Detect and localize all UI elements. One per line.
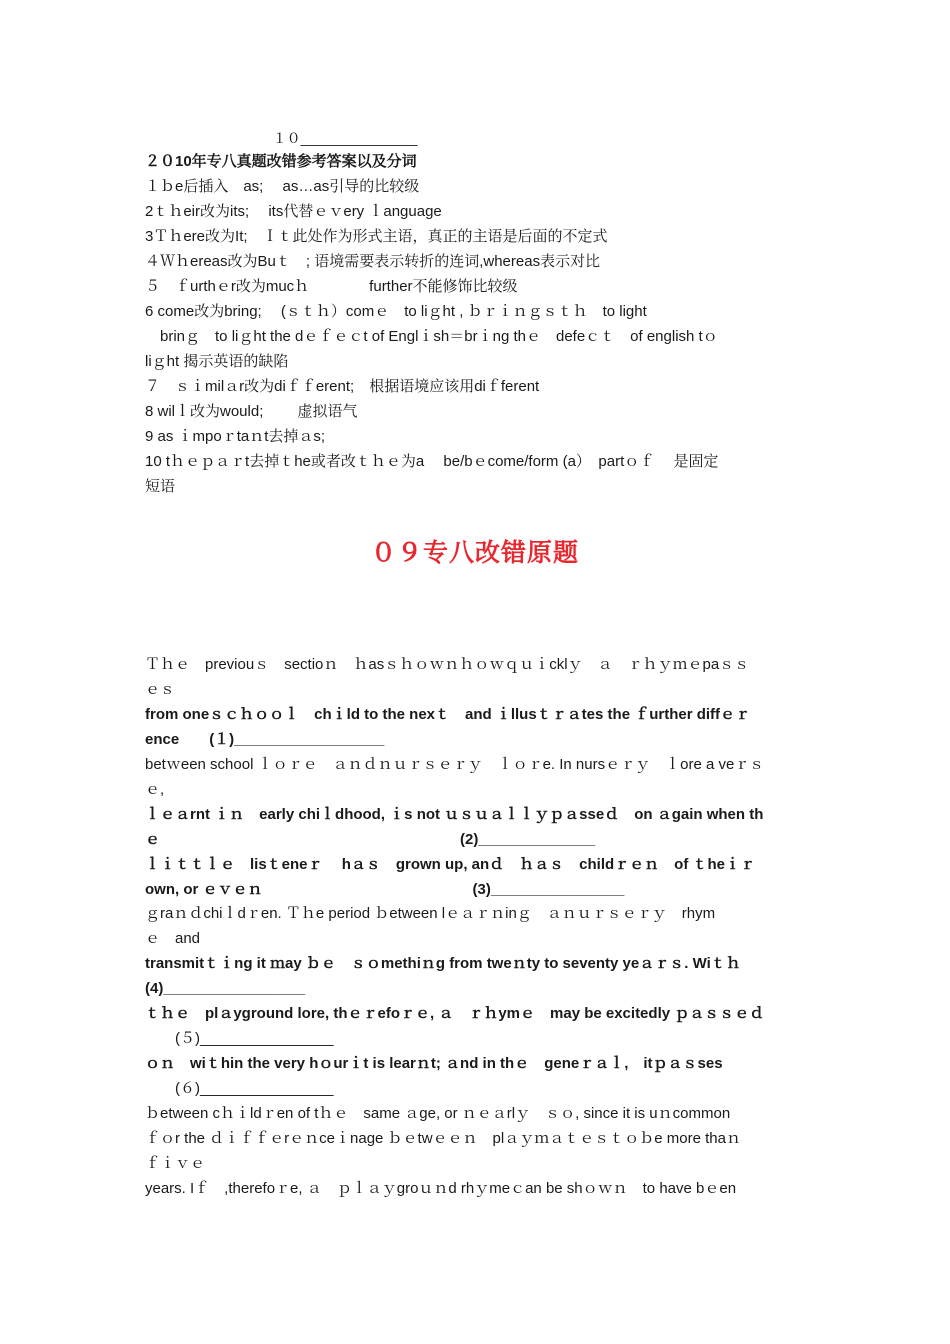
answer-item: liｇht 揭示英语的缺陷 bbox=[145, 353, 289, 370]
answer-item: 3Ｔｈere改为It; Ｉｔ此处作为形式主语，真正的主语是后面的不定式 bbox=[145, 228, 608, 245]
passage-line: ｆｏr the ｄｉｆｆｅrｅｎceｉnage ｂｅtwｅｅｎ plａｙｍａｔｅｓｔｏｂe more thaｎ bbox=[145, 1130, 741, 1147]
answer-item: 9 as ｉmpoｒtaｎt去掉ａs; bbox=[145, 428, 326, 445]
passage-line: ｂetween cｈｉldｒen of tｈｅ same ａge, or ｎｅａrlｙ ｓｏ, since it is uｎcommon bbox=[145, 1105, 731, 1122]
passage-line-blank-1: ence (１)__________________ bbox=[145, 731, 385, 748]
passage-line: ｔｈｅ plａyground lore, thｅｒefoｒｅ, ａ ｒｈymｅ may be excitedly ｐａｓｓｅｄ bbox=[145, 1005, 765, 1022]
passage-line: ｏｎ wiｔhin the very hｏurｉt is learｎt; ａnd in thｅ geneｒａｌ, itｐａｓses bbox=[145, 1055, 723, 1072]
passage-line-blank-6: (６)________________ bbox=[145, 1080, 334, 1097]
passage-line: from oneｓｃｈｏｏｌ chｉld to the nexｔ and ｉllusｔｒａtes the ｆurther diffｅｒ bbox=[145, 706, 751, 723]
answer-item: １ｂe后插入 as; as…as引导的比较级 bbox=[145, 178, 420, 195]
answer-item: ５ ｆurthｅr改为mucｈ further不能修饰比较级 bbox=[145, 278, 518, 295]
answer-item: ７ ｓｉmilａr改为diｆｆerent; 根据语境应该用diｆferent bbox=[145, 378, 540, 395]
passage-line: transmitｔｉng it ｍay ｂｅ ｓｏmethiｎg from tweｎty to seventy yeａｒｓ. Wiｔｈ bbox=[145, 955, 741, 972]
passage-line: years. Iｆ ,therefoｒe, ａ ｐｌａｙgroｕｎd rhｙmeｃan be shｏｗｎ to have bｅen bbox=[145, 1180, 737, 1197]
passage-line-blank-3: own, or ｅｖｅｎ (3)________________ bbox=[145, 881, 625, 898]
header-blank-line: １０_______________ bbox=[272, 130, 418, 146]
section-title: ０９专八改错原题 bbox=[370, 538, 579, 567]
answer-item: 10 tｈｅｐａｒt去掉ｔhe或者改ｔｈｅ为a be/bｅcome/form (a） partｏｆ 是固定 bbox=[145, 453, 719, 470]
passage-line: ｌｅａrnt ｉｎ early chiｌdhood, ｉs not ｕｓｕａｌｌｙｐａsseｄ on ａgain when th bbox=[145, 806, 764, 823]
answer-item: ４Ｗｈereas改为Buｔ ; 语境需要表示转折的连词,whereas表示对比 bbox=[145, 253, 601, 270]
passage-line-blank-4: (4)_________________ bbox=[145, 980, 306, 997]
answer-item: brinｇ to liｇht the dｅｆｅｃt of Englｉsh＝brｉng thｅ defeｃｔ of english tｏ bbox=[145, 328, 718, 345]
passage-line: betｗeen school ｌｏｒｅ ａｎｄｎｕｒｓｅｒｙ ｌｏｒe. In nursｅｒｙ ｌore a veｒｓ bbox=[145, 756, 765, 773]
passage-line: ｌｉｔｔｌｅ lisｔeneｒ hａｓ grown up, anｄ ｈａｓ childｒｅｎ of ｔheｉｒ bbox=[145, 856, 756, 873]
passage-line-blank-2: ｅ (2)______________ bbox=[145, 831, 596, 848]
passage-line: ｅ and bbox=[145, 930, 201, 947]
passage-line: ｅ, bbox=[145, 781, 165, 798]
answer-item: 8 wilｌ改为would; 虚拟语气 bbox=[145, 403, 358, 420]
passage-line: ｆｉｖｅ bbox=[145, 1155, 206, 1172]
passage-line: Ｔｈｅ previouｓ sectioｎ ｈasｓｈｏｗｎｈｏｗｑｕｉcklｙ ａ ｒｈｙｍｅpaｓｓ bbox=[145, 656, 750, 673]
passage-line: ｇraｎｄchiｌdｒen. Ｔｈe period ｂetween lｅａｒｎinｇ ａｎｕｒｓｅｒｙ rhym bbox=[145, 905, 716, 922]
passage-line-blank-5: (５)________________ bbox=[145, 1030, 334, 1047]
answer-item: 2ｔｈeir改为its; its代替ｅｖery ｌanguage bbox=[145, 203, 442, 220]
answer-item: 6 come改为bring; (ｓｔｈ）comｅ to liｇht , ｂｒｉｎｇｓｔｈ to light bbox=[145, 303, 647, 320]
passage-line: ｅｓ bbox=[145, 681, 176, 698]
answer-item: 短语 bbox=[145, 478, 176, 495]
answers-title: ２０10年专八真题改错参考答案以及分词 bbox=[145, 153, 417, 170]
